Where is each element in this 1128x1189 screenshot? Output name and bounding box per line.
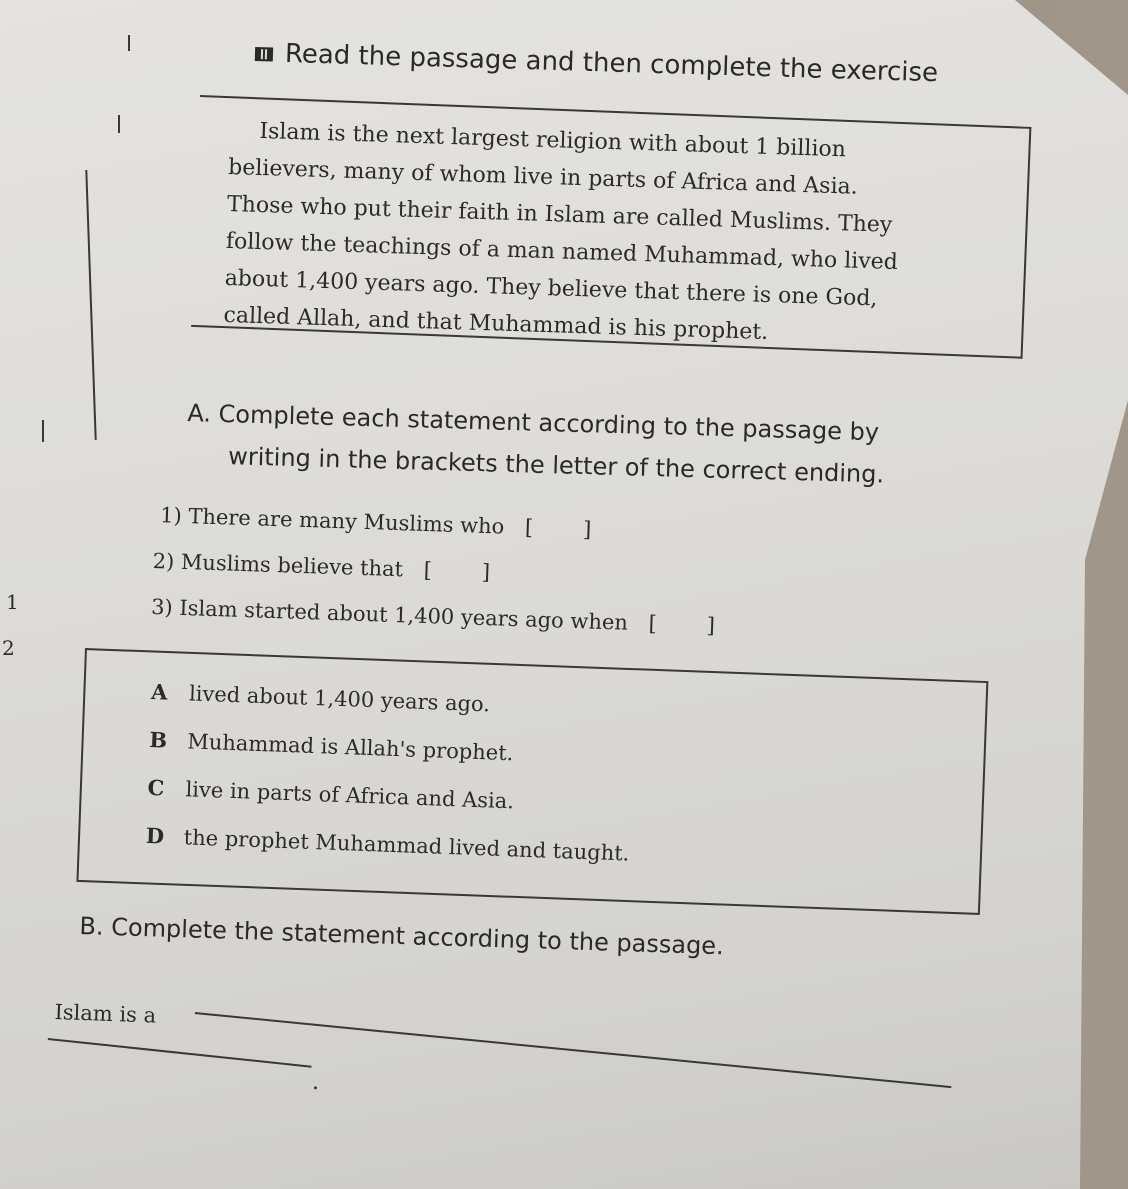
margin-mark bbox=[128, 35, 130, 51]
option-text: Muhammad is Allah's prophet. bbox=[186, 729, 514, 766]
reading-passage bbox=[223, 112, 990, 358]
part-b-prompt: Islam is a bbox=[54, 1000, 157, 1028]
answer-bracket[interactable]: [ ] bbox=[648, 611, 716, 638]
option-letter: C bbox=[147, 774, 165, 801]
option-text: the prophet Muhammad lived and taught. bbox=[183, 825, 630, 866]
part-b-instruction: B. Complete the statement according to the passage. bbox=[79, 912, 725, 961]
answer-bracket[interactable]: [ ] bbox=[524, 515, 592, 542]
passage-line: follow the teachings of a man named Muhammad, who lived bbox=[225, 228, 899, 276]
option-text: live in parts of Africa and Asia. bbox=[185, 777, 515, 814]
answer-bracket[interactable]: [ ] bbox=[423, 557, 491, 585]
option-text: lived about 1,400 years ago. bbox=[188, 681, 491, 717]
statement-text: 1) There are many Muslims who bbox=[159, 503, 505, 539]
statement-list bbox=[150, 492, 718, 649]
endings-list bbox=[145, 668, 636, 878]
option-letter: A bbox=[150, 678, 168, 705]
passage-line: believers, many of whom live in parts of Africa and Asia. bbox=[227, 154, 859, 200]
option-letter: D bbox=[145, 822, 165, 849]
option-letter: B bbox=[148, 726, 168, 753]
margin-mark bbox=[118, 115, 120, 133]
statement-text: 3) Islam started about 1,400 years ago when bbox=[150, 594, 629, 635]
margin-number-2: 2 bbox=[2, 636, 15, 660]
passage-line: Islam is the next largest religion with about 1 billion bbox=[259, 118, 847, 163]
passage-line: Those who put their faith in Islam are called Muslims. They bbox=[226, 191, 893, 238]
margin-number-1: 1 bbox=[6, 590, 19, 614]
header-title: Read the passage and then complete the exercise bbox=[284, 38, 939, 89]
margin-mark bbox=[42, 420, 44, 442]
section-number-badge bbox=[255, 47, 273, 62]
sentence-end-mark: . bbox=[312, 1070, 319, 1095]
passage-line: called Allah, and that Muhammad is his prophet. bbox=[223, 302, 769, 346]
statement-text: 2) Muslims believe that bbox=[152, 548, 404, 582]
passage-line: about 1,400 years ago. They believe that there is one God, bbox=[224, 265, 878, 312]
part-a-instruction-line: writing in the brackets the letter of the correct ending. bbox=[227, 442, 885, 489]
part-a-instruction-line: A. Complete each statement according to the passage by bbox=[187, 398, 880, 447]
